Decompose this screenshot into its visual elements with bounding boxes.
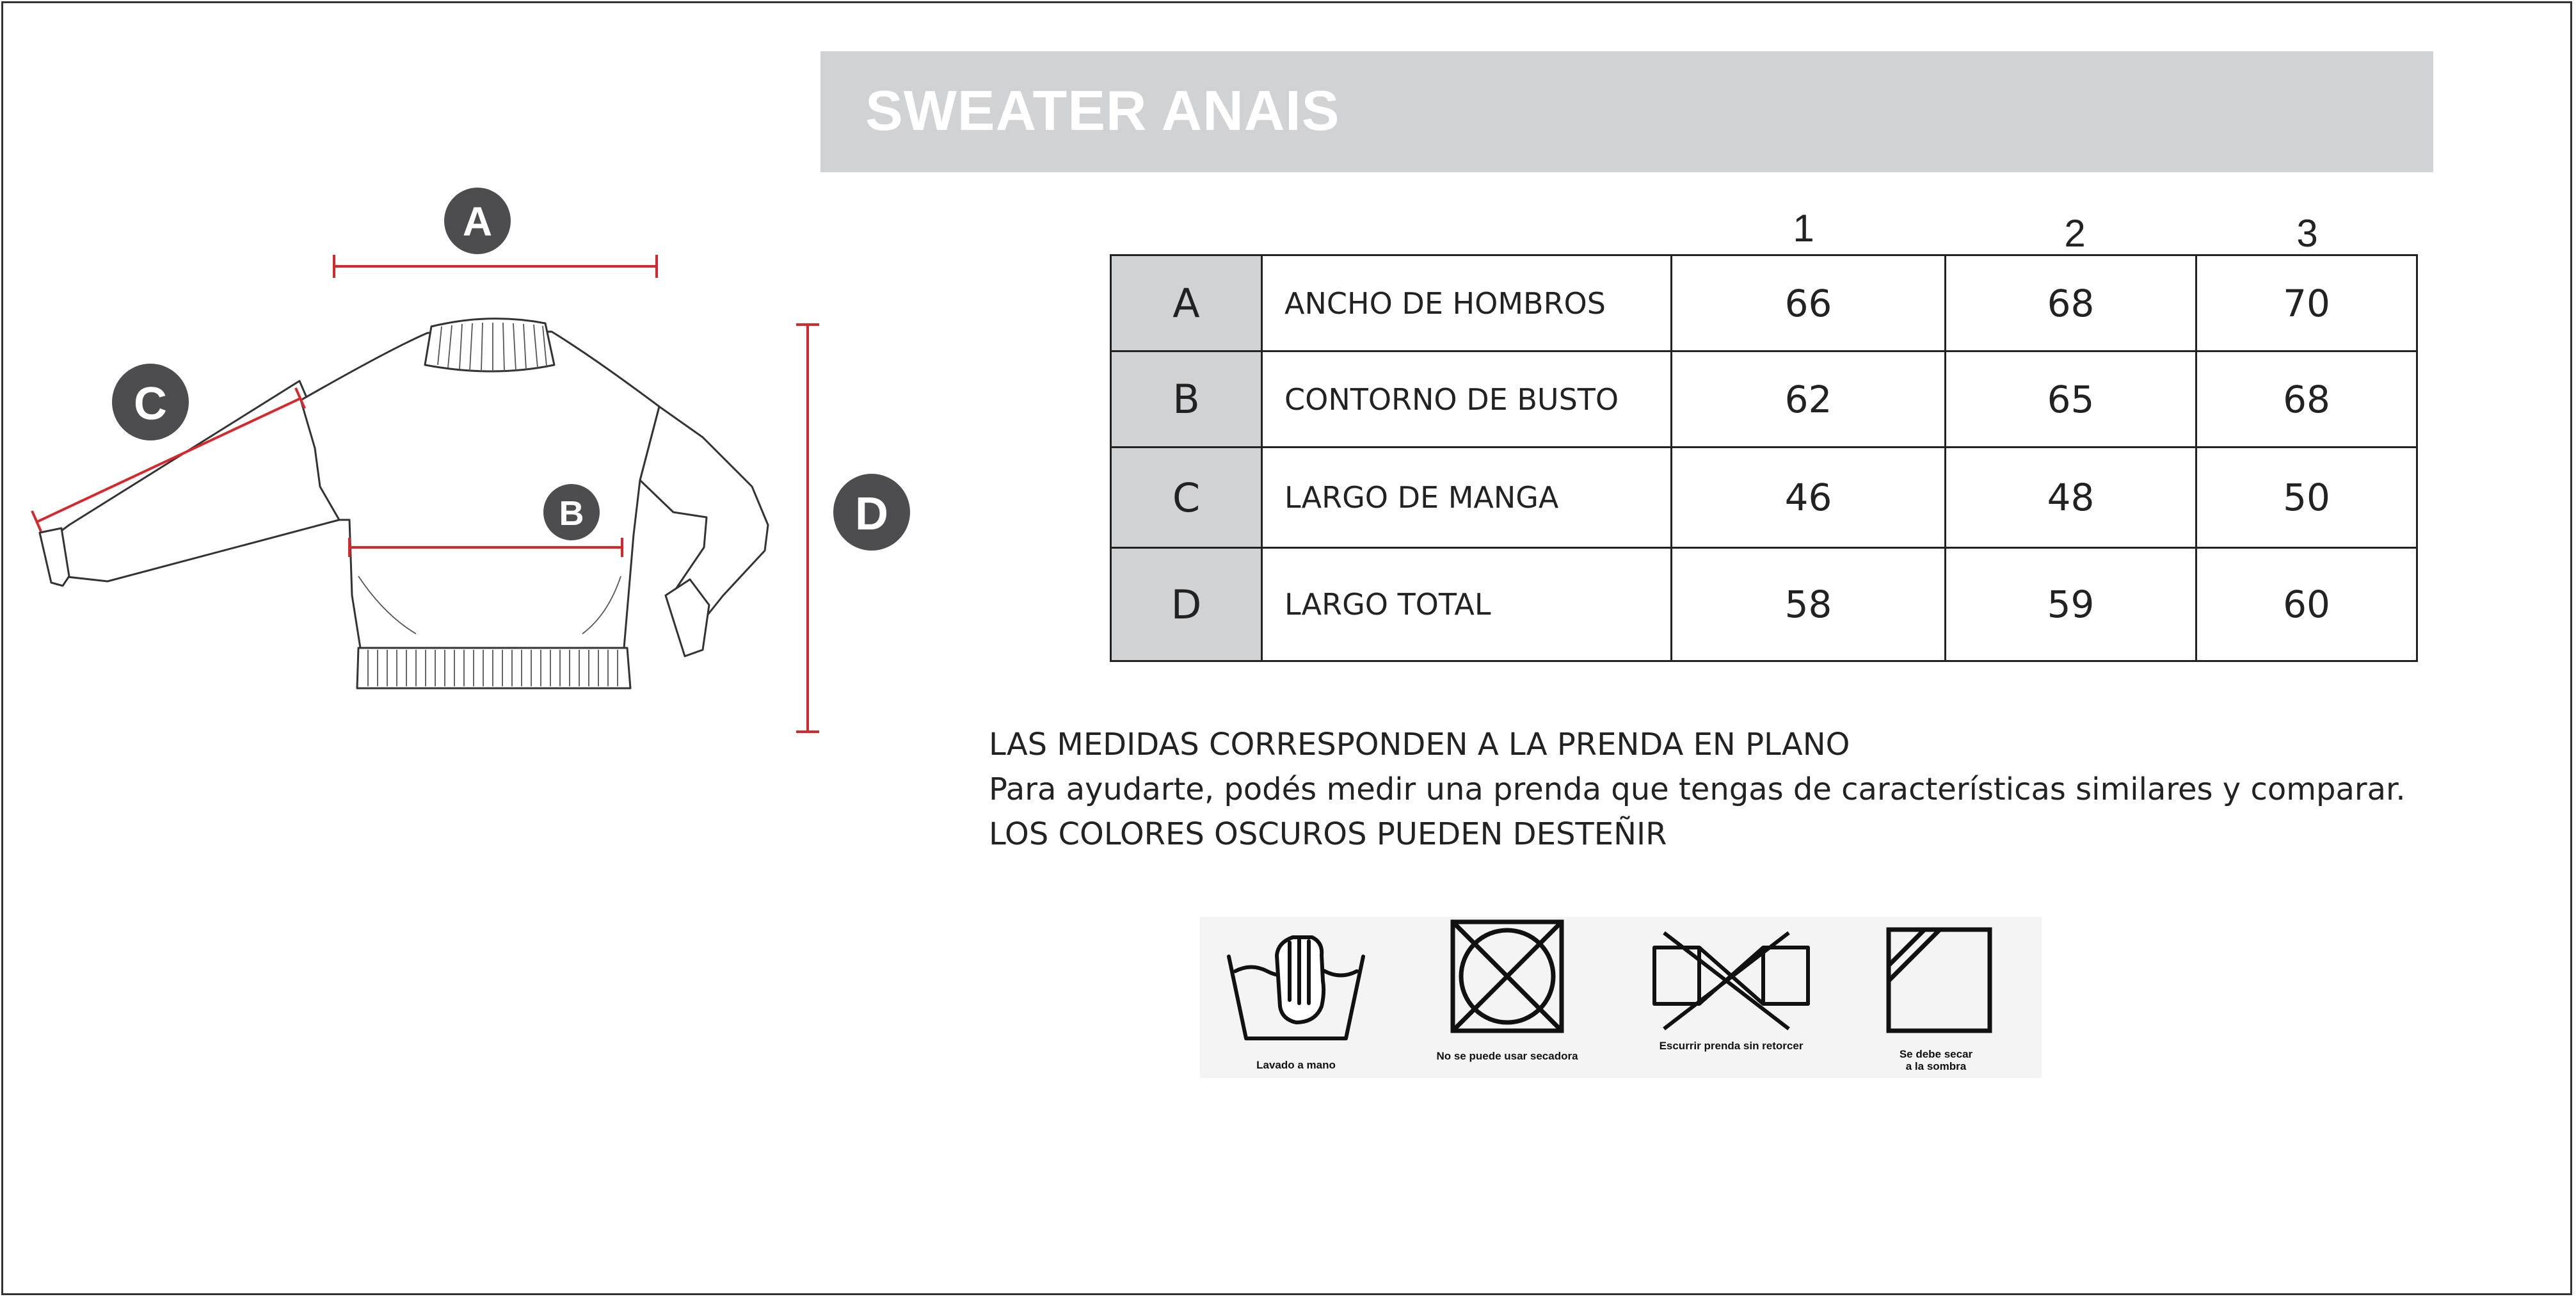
care-label: Se debe secar a la sombra <box>1899 1048 1973 1072</box>
row-value: 65 <box>1946 351 2196 448</box>
row-value: 48 <box>1946 448 2196 548</box>
row-key: A <box>1111 255 1262 351</box>
table-row <box>1111 255 2417 351</box>
size-header-1: 1 <box>1793 207 1814 250</box>
svg-text:D: D <box>855 488 888 540</box>
svg-text:B: B <box>559 494 584 533</box>
row-value: 62 <box>1672 351 1946 448</box>
row-key: C <box>1111 448 1262 548</box>
size-table <box>1110 254 2418 662</box>
row-key: B <box>1111 351 1262 448</box>
row-value: 60 <box>2196 548 2417 661</box>
dry-in-shade-icon <box>1840 917 2032 1045</box>
svg-text:A: A <box>462 198 493 245</box>
row-name: LARGO TOTAL <box>1262 548 1672 661</box>
table-row <box>1111 351 2417 448</box>
note-line: LAS MEDIDAS CORRESPONDEN A LA PRENDA EN PLANO <box>989 727 1850 762</box>
row-key: D <box>1111 548 1262 661</box>
row-value: 68 <box>1946 255 2196 351</box>
row-name: CONTORNO DE BUSTO <box>1262 351 1672 448</box>
row-value: 68 <box>2196 351 2417 448</box>
row-value: 59 <box>1946 548 2196 661</box>
note-line: LOS COLORES OSCUROS PUEDEN DESTEÑIR <box>989 816 1667 852</box>
table-row <box>1111 548 2417 661</box>
care-label: Lavado a mano <box>1256 1059 1336 1071</box>
size-header-2: 2 <box>2064 212 2086 255</box>
care-label: No se puede usar secadora <box>1436 1050 1578 1062</box>
care-item <box>1635 917 1827 1078</box>
size-header-3: 3 <box>2296 212 2318 255</box>
care-item <box>1840 917 2032 1078</box>
page-title: SWEATER ANAIS <box>865 79 1340 142</box>
row-value: 50 <box>2196 448 2417 548</box>
measurement-notes <box>989 722 2406 857</box>
table-row <box>1111 448 2417 548</box>
no-wring-icon <box>1635 917 1827 1045</box>
badge-a <box>444 188 511 254</box>
badge-d <box>833 474 910 551</box>
svg-text:C: C <box>134 378 167 430</box>
row-value: 46 <box>1672 448 1946 548</box>
care-instructions <box>1200 917 2042 1078</box>
row-value: 58 <box>1672 548 1946 661</box>
no-tumble-dry-icon <box>1411 917 1603 1045</box>
badge-c <box>112 364 189 440</box>
title-banner <box>820 51 2433 172</box>
row-value: 66 <box>1672 255 1946 351</box>
row-value: 70 <box>2196 255 2417 351</box>
sweater-sketch <box>0 0 947 768</box>
hand-wash-icon <box>1200 917 1392 1045</box>
care-item <box>1200 917 1392 1078</box>
note-line: Para ayudarte, podés medir una prenda que tengas de características similares y comparar. <box>989 771 2406 807</box>
row-name: ANCHO DE HOMBROS <box>1262 255 1672 351</box>
care-item <box>1411 917 1603 1078</box>
badge-b <box>543 484 600 540</box>
row-name: LARGO DE MANGA <box>1262 448 1672 548</box>
care-label: Escurrir prenda sin retorcer <box>1659 1040 1804 1052</box>
